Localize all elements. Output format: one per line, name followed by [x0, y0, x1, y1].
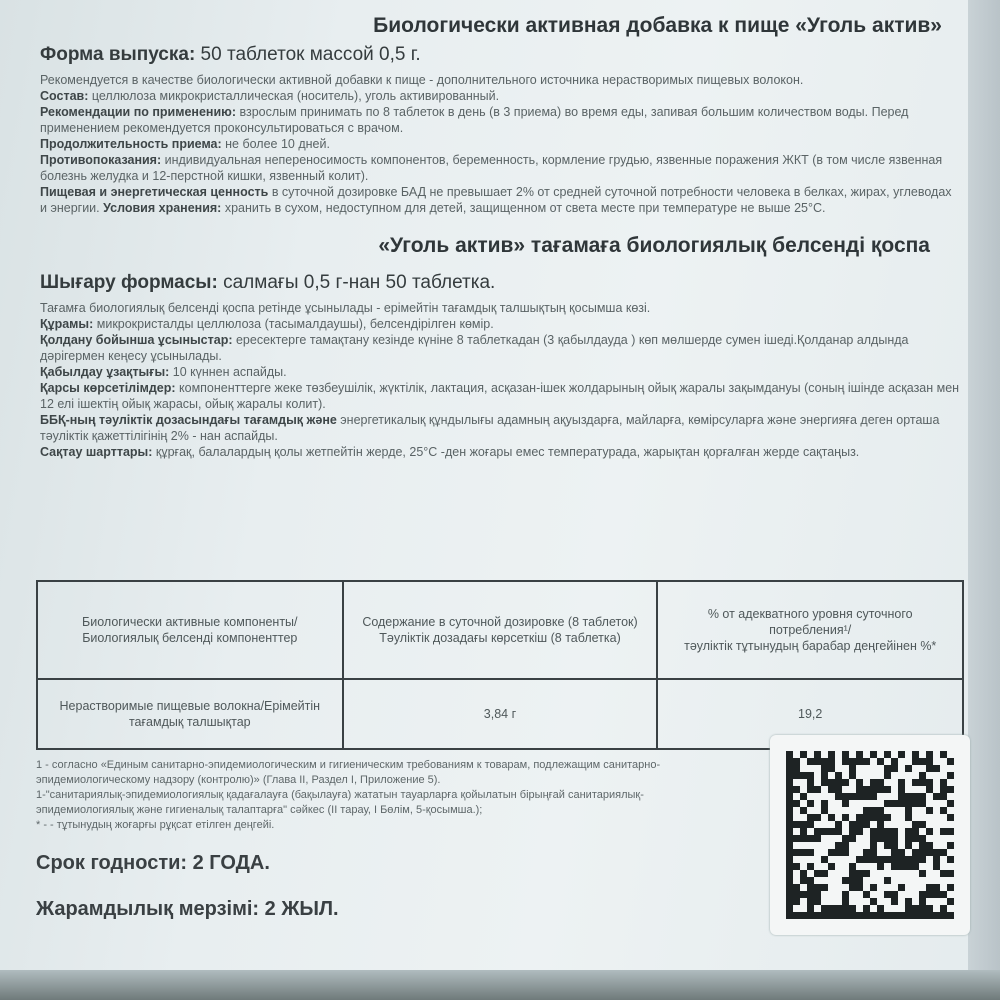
ru-storage-text: хранить в сухом, недоступном для детей, защищенном от света месте при температуре не выше 25°С. — [221, 201, 826, 215]
footnote-star: * - - тұтынудың жоғарғы рұқсат етілген деңгейі. — [36, 819, 275, 831]
table-header-percent-ru: % от адекватного уровня суточного потребления¹/ — [707, 607, 913, 637]
kz-composition-label: Құрамы: — [40, 317, 94, 331]
table-header-row — [37, 581, 963, 679]
kz-composition — [40, 316, 960, 332]
ru-duration-label: Продолжительность приема: — [40, 137, 222, 151]
kz-recommended: Тағамға биологиялық белсенді қоспа ретінде ұсынылады - ерімейтін тағамдық талшықтың қосымша көзі. — [40, 301, 651, 315]
table-header-content — [343, 581, 658, 679]
table-header-percent-kz: тәуліктік тұтынудың барабар деңгейінен %* — [684, 639, 937, 653]
ru-form-label: Форма выпуска: — [40, 44, 196, 65]
ru-composition-label: Состав: — [40, 89, 89, 103]
table-header-percent — [657, 581, 963, 679]
ru-energy-text: в суточной дозировке БАД не превышает 2% от средней суточной потребности человека в белках, жирах, углеводах и энергии. — [40, 185, 952, 215]
kz-contra — [40, 380, 960, 412]
data-matrix-code-icon — [786, 751, 954, 919]
label-text-block — [40, 14, 960, 460]
kz-title: «Уголь актив» тағамаға биологиялық белсенді қоспа — [378, 234, 930, 257]
kz-form-value: салмағы 0,5 г-нан 50 таблетка. — [217, 272, 496, 293]
kz-form-label: Шығару формасы: — [40, 272, 218, 293]
kz-storage-text: құрғақ, балалардың қолы жетпейтін жерде, 25°С -ден жоғары емес температурада, жарықтан қорғалған жерде сақтаңыз. — [152, 445, 860, 459]
kz-energy-label: ББҚ-ның тәуліктік дозасындағы тағамдық және — [40, 413, 337, 427]
box-edge-right — [968, 0, 1000, 1000]
ru-contra — [40, 152, 960, 184]
kz-energy-text: энергетикалық құндылығы адамның ақуыздарға, майларға, көмірсуларға және энергияға деген орташа тәуліктік қажеттілігінің 2% - нан аспайды. — [40, 413, 940, 443]
kz-duration — [40, 364, 960, 380]
ru-duration-text: не более 10 дней. — [221, 137, 330, 151]
ru-contra-label: Противопоказания: — [40, 153, 162, 167]
nutrition-table — [36, 580, 964, 750]
ru-composition — [40, 88, 960, 104]
ru-title: Биологически активная добавка к пище «Уголь актив» — [373, 14, 942, 37]
ru-recommended: Рекомендуется в качестве биологически активной добавки к пище - дополнительного источника нерастворимых пищевых волокон. — [40, 73, 804, 87]
kz-storage — [40, 444, 960, 460]
ru-storage-label: Условия хранения: — [103, 201, 222, 215]
table-header-content-ru: Содержание в суточной дозировке (8 таблеток) — [362, 615, 638, 629]
kz-contra-text: компоненттерге жеке төзбеушілік, жүктілік, лактация, асқазан-ішек жолдарының ойық жаралы зақымдануы (соның ішінде асқазан мен 12 елі ішектің ойық жарасы, ойық жаралы колит). — [40, 381, 960, 411]
kz-energy — [40, 412, 960, 444]
table-header-components: Биологически активные компоненты/Биологиялық белсенді компоненттер — [37, 581, 343, 679]
kz-form-line — [40, 272, 960, 294]
table-cell-component: Нерастворимые пищевые волокна/Ерімейтін тағамдық талшықтар — [37, 679, 343, 749]
kz-duration-label: Қабылдау ұзақтығы: — [40, 365, 170, 379]
kz-contra-label: Қарсы көрсетілімдер: — [40, 381, 176, 395]
ru-contra-text: индивидуальная непереносимость компонентов, беременность, кормление грудью, язвенные поражения ЖКТ (в том числе язвенная болезнь желудка и 12-перстной кишки, язвенный колит). — [40, 153, 943, 183]
footnotes — [36, 758, 736, 833]
footnote-ru: 1 - согласно «Единым санитарно-эпидемиологическим и гигиеническим требованиям к товарам, подлежащим санитарно-эпидемиологическому надзору (контролю)» (Глава II, Раздел I, Приложение 5). — [36, 759, 661, 786]
expiry-kz: Жарамдылық мерзімі: 2 ЖЫЛ. — [36, 898, 339, 920]
ru-usage — [40, 104, 960, 136]
ru-composition-text: целлюлоза микрокристаллическая (носитель), уголь активированный. — [88, 89, 500, 103]
kz-duration-text: 10 күннен аспайды. — [169, 365, 287, 379]
expiry-ru: Срок годности: 2 ГОДА. — [36, 852, 270, 874]
ru-form-line — [40, 44, 960, 66]
kz-storage-label: Сақтау шарттары: — [40, 445, 153, 459]
ru-form-value: 50 таблеток массой 0,5 г. — [195, 44, 421, 65]
kz-usage-text: ересектерге тамақтану кезінде күніне 8 таблеткадан (3 қабылдауда ) көп мөлшерде сумен ішеді.Қолданар алдында дәрігермен кеңесу ұсынылады. — [40, 333, 909, 363]
ru-duration — [40, 136, 960, 152]
table-cell-percent: 19,2 — [657, 679, 963, 749]
kz-usage-label: Қолдану бойынша ұсыныстар: — [40, 333, 233, 347]
kz-usage — [40, 332, 960, 364]
ru-usage-label: Рекомендации по применению: — [40, 105, 237, 119]
table-header-content-kz: Тәуліктік дозадағы көрсеткіш (8 таблетка) — [379, 631, 621, 645]
table-cell-content: 3,84 г — [343, 679, 658, 749]
code-sticker — [770, 735, 970, 935]
kz-composition-text: микрокристалды целлюлоза (тасымалдаушы), белсендірілген көмір. — [93, 317, 494, 331]
box-edge-bottom — [0, 970, 1000, 1000]
ru-usage-text: взрослым принимать по 8 таблеток в день (в 3 приема) во время еды, запивая большим количеством воды. Перед применением рекомендуется проконсультироваться с врачом. — [40, 105, 909, 135]
footnote-kz: 1-"санитариялық-эпидемиологиялық қадағалауға (бақылауға) жататын тауарларға қойылатын бірыңғай санитариялық-эпидемиологиялық және гигиеналық талаптарға" сәйкес (II тарау, I Бөлім, 5-қосымша.); — [36, 789, 644, 816]
ru-energy — [40, 184, 960, 216]
ru-energy-label: Пищевая и энергетическая ценность — [40, 185, 269, 199]
